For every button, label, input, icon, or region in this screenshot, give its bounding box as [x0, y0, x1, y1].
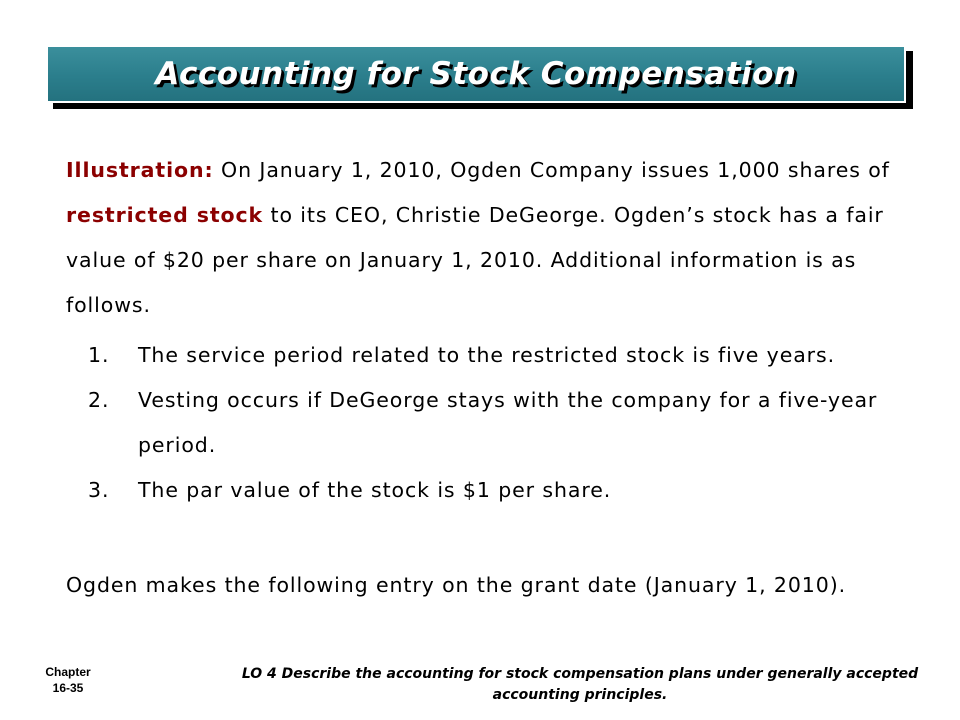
list-item: [88, 468, 908, 513]
info-list: [88, 333, 908, 513]
list-item-text: The service period related to the restricted stock is five years.: [138, 343, 835, 367]
list-item-text: The par value of the stock is $1 per share.: [138, 478, 612, 502]
closing-paragraph: Ogden makes the following entry on the grant date (January 1, 2010).: [66, 573, 847, 597]
chapter-number: 16-35: [52, 681, 84, 695]
chapter-label-block: [28, 664, 108, 696]
intro-text-part-2: to its CEO, Christie DeGeorge. Ogden’s stock has a fair value of $20 per share on January 1, 2010. Additional information is as follows.: [66, 203, 884, 317]
list-item-number: 1.: [88, 343, 110, 367]
restricted-stock-emphasis: restricted stock: [66, 203, 264, 227]
list-item: [88, 378, 908, 468]
list-item-number: 3.: [88, 478, 110, 502]
list-item-text: Vesting occurs if DeGeorge stays with the company for a five-year period.: [138, 388, 878, 457]
chapter-label: Chapter: [45, 665, 91, 679]
intro-text-part-1: On January 1, 2010, Ogden Company issues 1,000 shares of: [213, 158, 890, 182]
title-banner: [46, 45, 906, 103]
learning-objective: LO 4 Describe the accounting for stock compensation plans under generally accepted accounting principles.: [241, 666, 919, 703]
illustration-label: Illustration:: [66, 158, 214, 182]
list-item: [88, 333, 908, 378]
list-item-number: 2.: [88, 388, 110, 412]
intro-paragraph: [66, 148, 926, 328]
slide-title: Accounting for Stock Compensation: [155, 56, 797, 92]
